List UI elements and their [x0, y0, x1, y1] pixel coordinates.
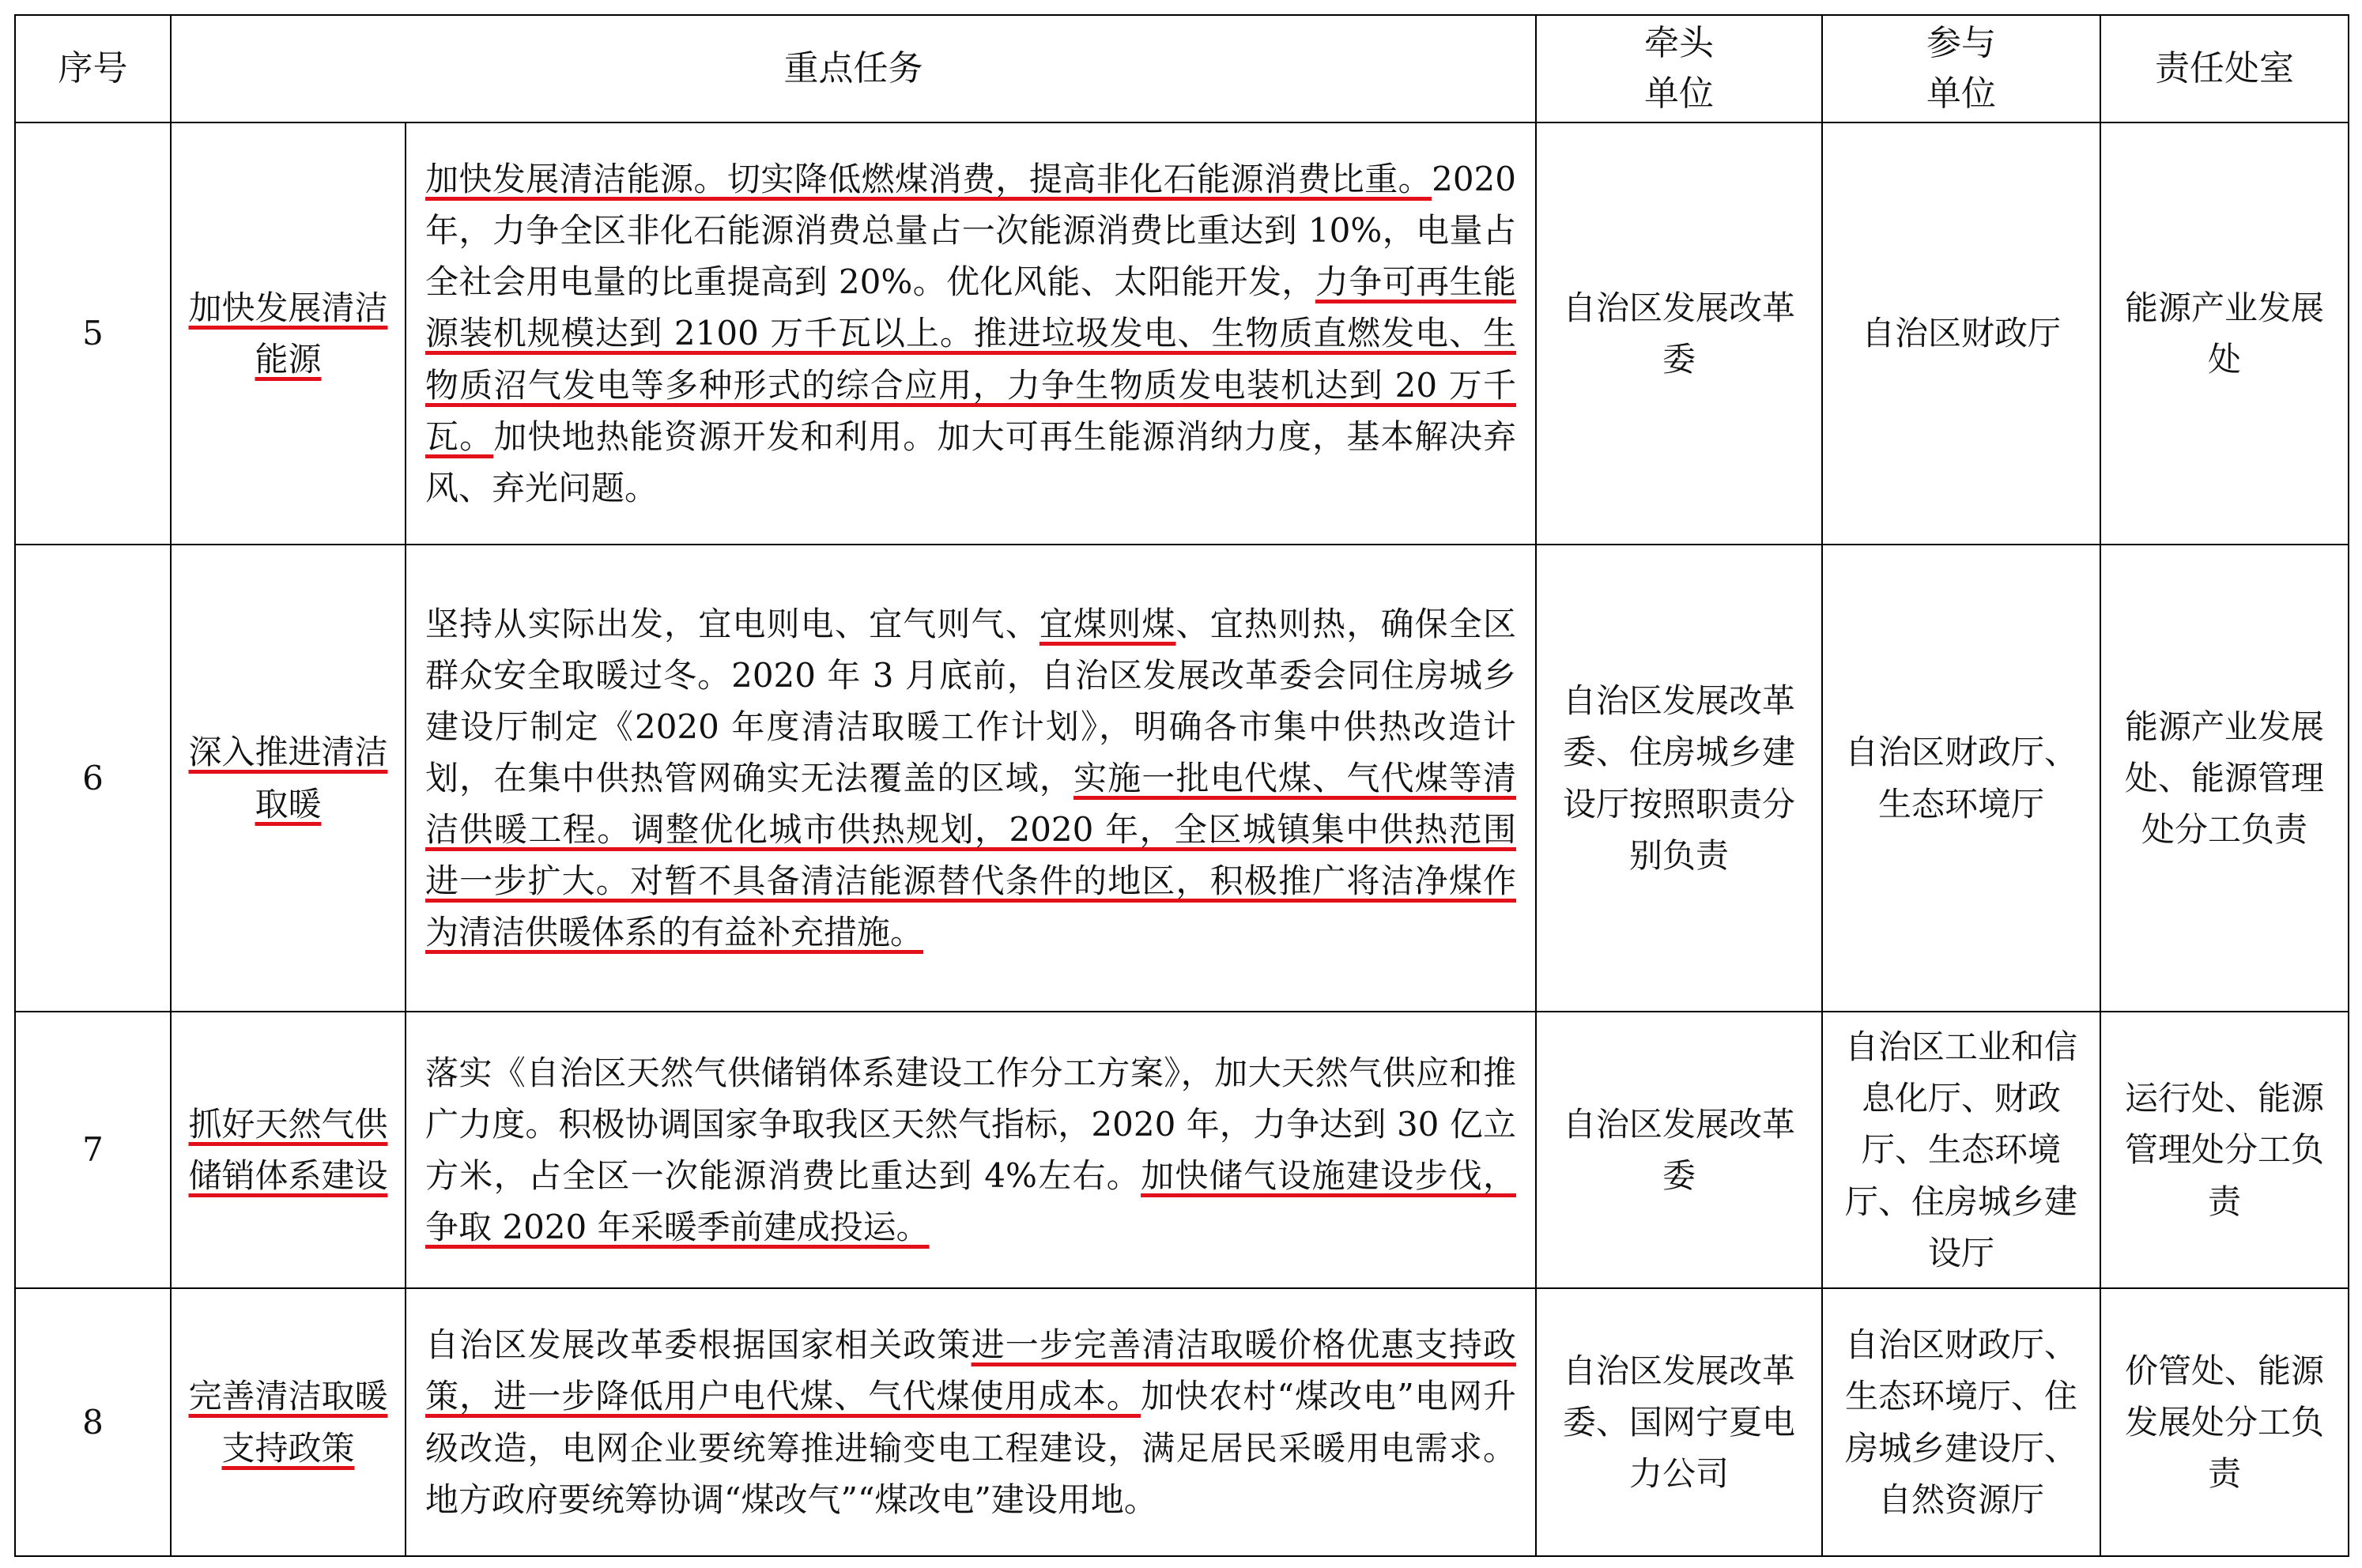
task-category: 加快发展清洁能源 [171, 122, 406, 545]
header-row [15, 15, 2349, 122]
row-index: 8 [15, 1288, 171, 1556]
task-category: 完善清洁取暖支持政策 [171, 1288, 406, 1556]
task-segment: 、宜热则热，确保全区群众安全取暖过冬。2020 年 3 月底前，自治区发展改革委会同住房城乡建设厅制定《2020 年度清洁取暖工作计划》，明确各市集中供热改造计划，在集中供热管网确实无法覆盖的区域， [425, 604, 1516, 797]
lead-unit: 自治区发展改革委、国网宁夏电力公司 [1536, 1288, 1822, 1556]
responsible-office: 价管处、能源发展处分工负责 [2100, 1288, 2349, 1556]
table-row [15, 1012, 2349, 1288]
task-table [14, 14, 2349, 1557]
task-segment: 落实《自治区天然气供储销体系建设工作分工方案》，加大天然气供应和推广力度。积极协调国家争取我区天然气指标，2020 年，力争达到 30 亿立方米，占全区一次能源消费比重达到 4%左右。 [425, 1053, 1516, 1195]
task-segment: 2020 年，力争全区非化石能源消费总量占一次能源消费比重达到 10%，电量占全社会用电量的比重提高到 20%。优化风能、太阳能开发， [425, 160, 1516, 302]
responsible-office: 运行处、能源管理处分工负责 [2100, 1012, 2349, 1288]
participating-unit: 自治区财政厅、生态环境厅 [1822, 545, 2100, 1012]
header-responsible-office: 责任处室 [2100, 15, 2349, 122]
lead-unit: 自治区发展改革委、住房城乡建设厅按照职责分别负责 [1536, 545, 1822, 1012]
task-segment: 加快农村“煤改电”电网升级改造，电网企业要统筹推进输变电工程建设，满足居民采暖用电需求。地方政府要统筹协调“煤改气”“煤改电”建设用地。 [425, 1377, 1516, 1519]
header-index: 序号 [15, 15, 171, 122]
responsible-office: 能源产业发展处、能源管理处分工负责 [2100, 545, 2349, 1012]
participating-unit: 自治区财政厅、生态环境厅、住房城乡建设厅、自然资源厅 [1822, 1288, 2100, 1556]
task-description [406, 122, 1536, 545]
row-index: 5 [15, 122, 171, 545]
responsible-office: 能源产业发展处 [2100, 122, 2349, 545]
task-category: 深入推进清洁取暖 [171, 545, 406, 1012]
table-row [15, 122, 2349, 545]
header-lead-unit: 牵头 单位 [1536, 15, 1822, 122]
row-index: 6 [15, 545, 171, 1012]
lead-unit: 自治区发展改革委 [1536, 122, 1822, 545]
task-segment: 宜煤则煤 [1039, 604, 1176, 643]
participating-unit: 自治区财政厅 [1822, 122, 2100, 545]
header-participating-unit: 参与 单位 [1822, 15, 2100, 122]
task-description [406, 545, 1536, 1012]
table-row [15, 1288, 2349, 1556]
task-segment: 实施一批电代煤、气代煤等清洁供暖工程。调整优化城市供热规划，2020 年，全区城镇集中供热范围进一步扩大。对暂不具备清洁能源替代条件的地区，积极推广将洁净煤作为清洁供暖体系的有益补充措施。 [425, 758, 1516, 952]
task-segment: 加快地热能资源开发和利用。加大可再生能源消纳力度，基本解决弃风、弃光问题。 [425, 416, 1516, 507]
task-segment: 加快发展清洁能源。切实降低燃煤消费，提高非化石能源消费比重。 [425, 160, 1432, 199]
header-task: 重点任务 [171, 15, 1536, 122]
task-category: 抓好天然气供储销体系建设 [171, 1012, 406, 1288]
table-row [15, 545, 2349, 1012]
participating-unit: 自治区工业和信息化厅、财政厅、生态环境厅、住房城乡建设厅 [1822, 1012, 2100, 1288]
task-segment: 加快储气设施建设步伐，争取 2020 年采暖季前建成投运。 [425, 1156, 1516, 1247]
task-segment: 进一步完善清洁取暖价格优惠支持政策，进一步降低用户电代煤、气代煤使用成本。 [425, 1325, 1516, 1416]
task-segment: 力争可再生能源装机规模达到 2100 万千瓦以上。推进垃圾发电、生物质直燃发电、生物质沼气发电等多种形式的综合应用，力争生物质发电装机达到 20 万千瓦。 [425, 262, 1516, 456]
task-description [406, 1012, 1536, 1288]
row-index: 7 [15, 1012, 171, 1288]
task-segment: 自治区发展改革委根据国家相关政策 [425, 1325, 972, 1365]
task-segment: 坚持从实际出发，宜电则电、宜气则气、 [425, 604, 1040, 643]
task-description [406, 1288, 1536, 1556]
lead-unit: 自治区发展改革委 [1536, 1012, 1822, 1288]
